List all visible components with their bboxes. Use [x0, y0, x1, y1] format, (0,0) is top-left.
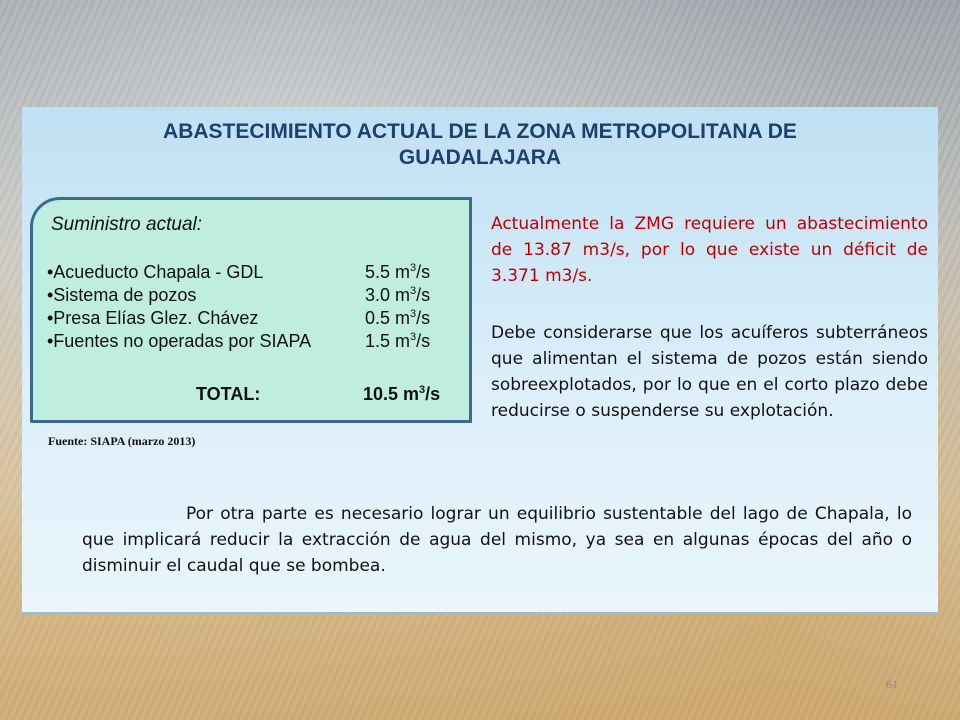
supply-item-value: 1.5 $m^3/s$: [365, 331, 431, 351]
supply-item-name: •Presa Elías Glez. Chávez: [47, 308, 259, 328]
title-line-2: GUADALAJARA: [398, 146, 562, 169]
supply-list: [47, 262, 467, 354]
chapala-paragraph: Por otra parte es necesario lograr un equilibrio sustentable del lago de Chapala, lo que implicará reducir la extracción de agua del mismo, ya sea en algunas épocas del año o disminuir el caudal que se bombea.: [82, 504, 912, 576]
total-label: TOTAL:: [196, 384, 261, 404]
supply-item-value: 0.5 $m^3/s$: [365, 308, 431, 328]
page-number: 61: [886, 677, 898, 691]
supply-item-name: •Sistema de pozos: [47, 285, 197, 305]
supply-item: [47, 331, 467, 354]
supply-item-name: •Fuentes no operadas por SIAPA: [47, 331, 312, 351]
supply-box: [30, 197, 472, 423]
deficit-paragraph: Actualmente la ZMG requiere un abastecimiento de 13.87 m3/s, por lo que existe un déficit de 3.371 m3/s.: [491, 214, 928, 286]
supply-heading: Suministro actual:: [51, 214, 203, 235]
supply-item: [47, 262, 467, 285]
supply-item-value: 3.0 $m^3/s$: [365, 285, 431, 305]
supply-item-name: •Acueducto Chapala - GDL: [47, 262, 264, 282]
supply-item: [47, 308, 467, 331]
source-note: Fuente: SIAPA (marzo 2013): [48, 434, 196, 448]
slide-panel: [22, 107, 938, 614]
aquifer-paragraph: Debe considerarse que los acuíferos subterráneos que alimentan el sistema de pozos están siendo sobreexplotados, por lo que en el corto plazo debe reducirse o suspenderse su explotación.: [491, 323, 928, 421]
supply-item-value: 5.5 $m^3/s$: [365, 262, 431, 282]
total-value: 10.5 $m^3/s$: [363, 384, 441, 404]
supply-item: [47, 285, 467, 308]
title-line-1: ABASTECIMIENTO ACTUAL DE LA ZONA METROPOLITANA DE: [163, 120, 797, 143]
slide-title: [22, 119, 938, 171]
